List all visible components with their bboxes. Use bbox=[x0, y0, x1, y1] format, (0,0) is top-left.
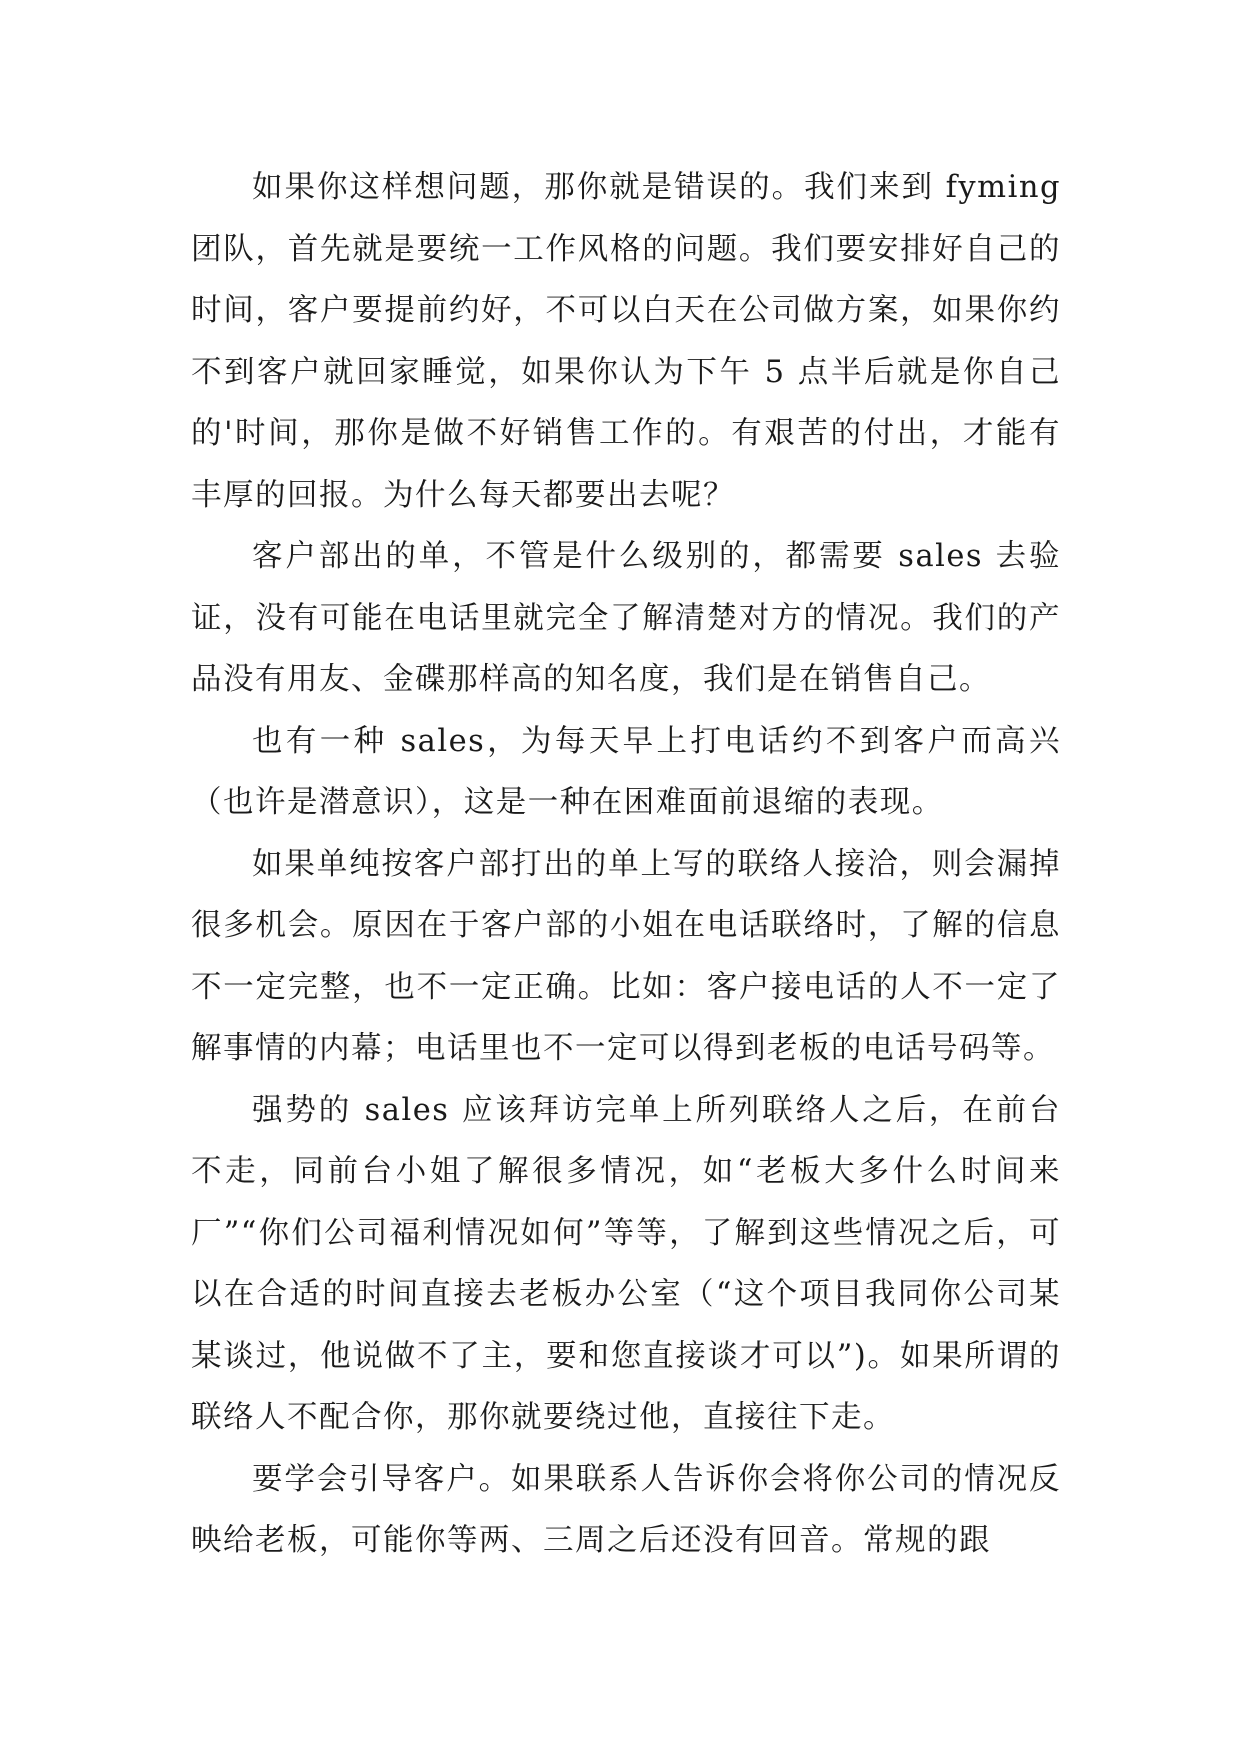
paragraph-2: 客户部出的单，不管是什么级别的，都需要 sales 去验证，没有可能在电话里就完全了解清楚对方的情况。我们的产品没有用友、金碟那样高的知名度，我们是在销售自己。 bbox=[191, 539, 1061, 697]
paragraph-5: 强势的 sales 应该拜访完单上所列联络人之后，在前台不走，同前台小姐了解很多情况，如“老板大多什么时间来厂”“你们公司福利情况如何”等等，了解到这些情况之后，可以在合适的时间直接去老板办公室（“这个项目我同你公司某某谈过，他说做不了主，要和您直接谈才可以”)。如果所谓的联络人不配合你，那你就要绕过他，直接往下走。 bbox=[191, 1092, 1061, 1435]
document-body bbox=[191, 157, 1061, 1572]
paragraph-6: 要学会引导客户。如果联系人告诉你会将你公司的情况反映给老板，可能你等两、三周之后还没有回音。常规的跟 bbox=[191, 1461, 1061, 1558]
paragraph-4: 如果单纯按客户部打出的单上写的联络人接洽，则会漏掉很多机会。原因在于客户部的小姐在电话联络时，了解的信息不一定完整，也不一定正确。比如：客户接电话的人不一定了解事情的内幕；电话里也不一定可以得到老板的电话号码等。 bbox=[191, 846, 1061, 1066]
paragraph-3: 也有一种 sales，为每天早上打电话约不到客户而高兴（也许是潜意识），这是一种在困难面前退缩的表现。 bbox=[191, 723, 1061, 820]
paragraph-1: 如果你这样想问题，那你就是错误的。我们来到 fyming 团队，首先就是要统一工作风格的问题。我们要安排好自己的时间，客户要提前约好，不可以白天在公司做方案，如果你约不到客户就回家睡觉，如果你认为下午 5 点半后就是你自己的'时间，那你是做不好销售工作的。有艰苦的付出，才能有丰厚的回报。为什么每天都要出去呢？ bbox=[191, 170, 1061, 513]
